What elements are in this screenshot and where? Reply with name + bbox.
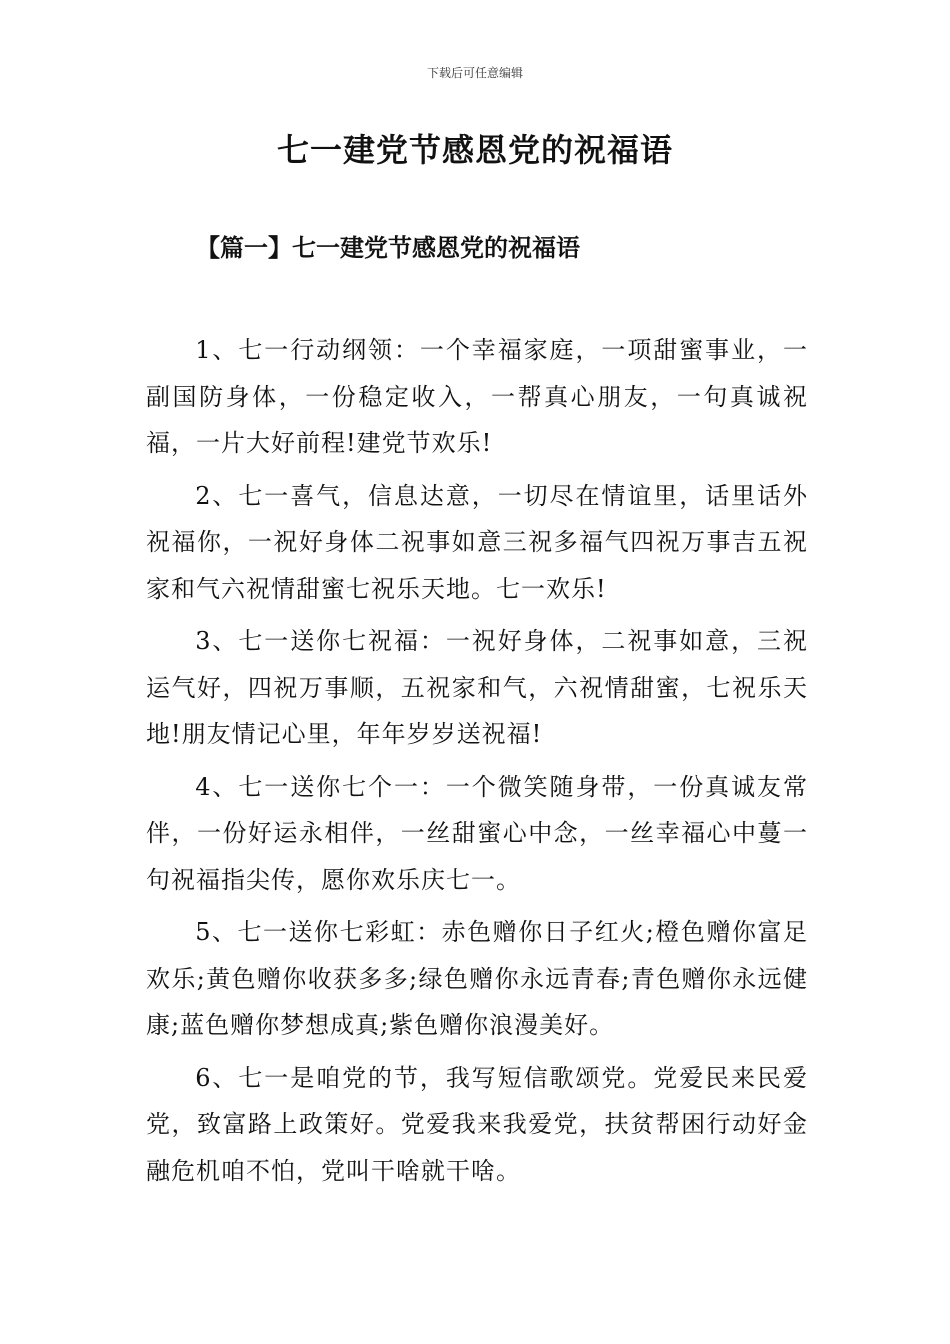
section-heading: 【篇一】七一建党节感恩党的祝福语 xyxy=(196,233,580,262)
document-body xyxy=(146,327,808,1200)
paragraph-5: 5、七一送你七彩虹：赤色赠你日子红火;橙色赠你富足欢乐;黄色赠你收获多多;绿色赠你永远青春;青色赠你永远健康;蓝色赠你梦想成真;紫色赠你浪漫美好。 xyxy=(146,918,808,1039)
paragraph-2: 2、七一喜气，信息达意，一切尽在情谊里，话里话外祝福你，一祝好身体二祝事如意三祝多福气四祝万事吉五祝家和气六祝情甜蜜七祝乐天地。七一欢乐! xyxy=(146,481,808,603)
paragraph-4: 4、七一送你七个一：一个微笑随身带，一份真诚友常伴，一份好运永相伴，一丝甜蜜心中念，一丝幸福心中蔓一句祝福指尖传，愿你欢乐庆七一。 xyxy=(146,772,808,894)
paragraph-1: 1、七一行动纲领：一个幸福家庭，一项甜蜜事业，一副国防身体，一份稳定收入，一帮真心朋友，一句真诚祝福，一片大好前程!建党节欢乐! xyxy=(146,336,808,457)
paragraph-3: 3、七一送你七祝福：一祝好身体，二祝事如意，三祝运气好，四祝万事顺，五祝家和气，六祝情甜蜜，七祝乐天地!朋友情记心里，年年岁岁送祝福! xyxy=(146,627,808,748)
paragraph-6: 6、七一是咱党的节，我写短信歌颂党。党爱民来民爱党，致富路上政策好。党爱我来我爱党，扶贫帮困行动好金融危机咱不怕，党叫干啥就干啥。 xyxy=(146,1063,808,1185)
header-note: 下载后可任意编辑 xyxy=(426,66,523,80)
document-title: 七一建党节感恩党的祝福语 xyxy=(276,131,673,169)
